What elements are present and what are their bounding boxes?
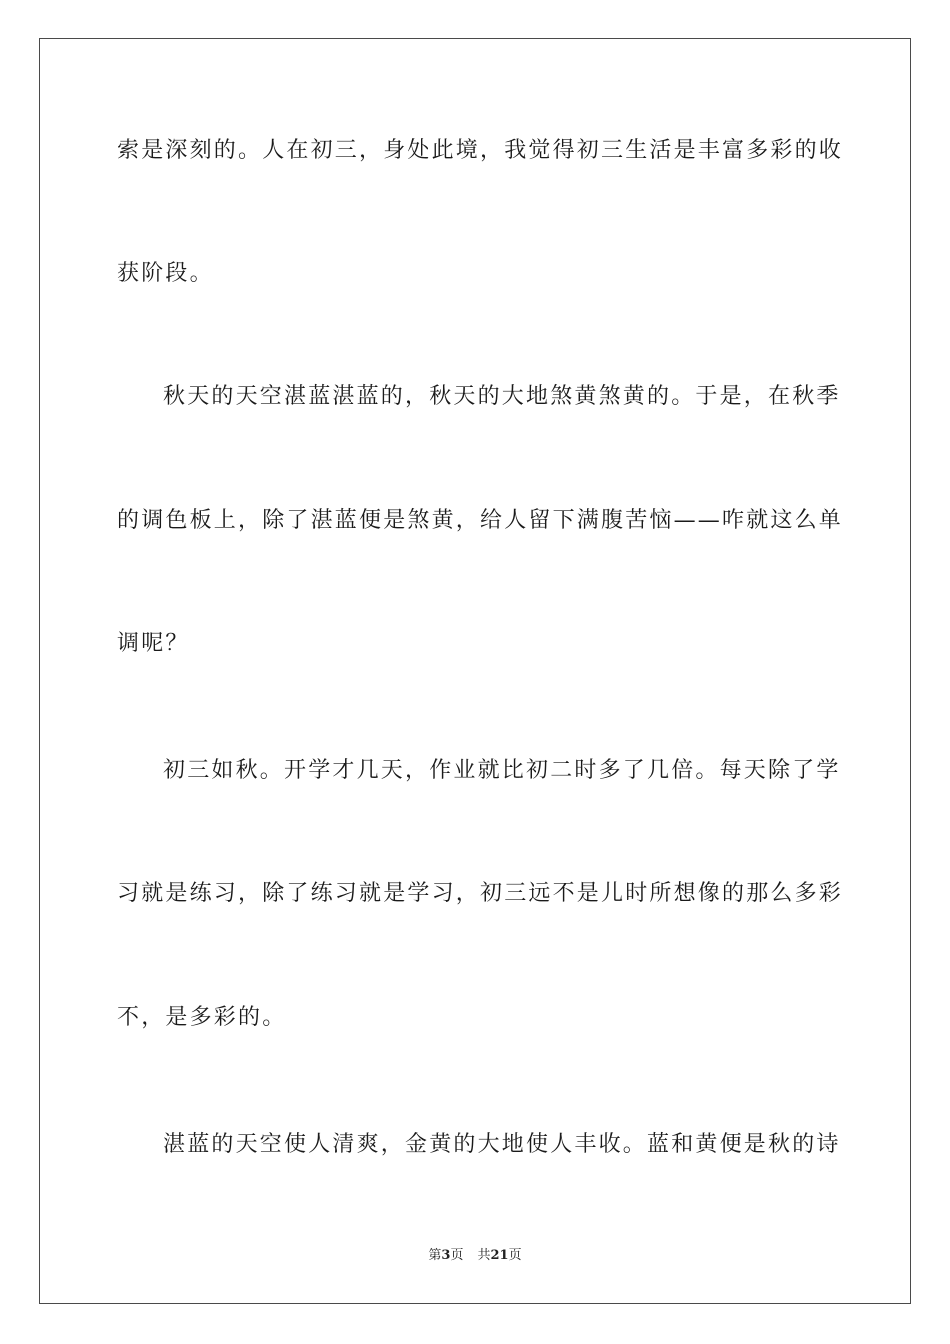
text-line-9: 湛蓝的天空使人清爽，金黄的大地使人丰收。蓝和黄便是秋的诗 (163, 1132, 841, 1157)
text-line-5: 调呢？ (117, 631, 190, 656)
page-footer (0, 1247, 950, 1265)
page-number: 3 (441, 1248, 451, 1263)
total-suffix: 页 (508, 1248, 522, 1263)
text-line-1: 索是深刻的。人在初三，身处此境，我觉得初三生活是丰富多彩的收 (117, 138, 844, 163)
text-line-8: 不，是多彩的。 (117, 1005, 287, 1030)
text-line-3: 秋天的天空湛蓝湛蓝的，秋天的大地煞黄煞黄的。于是，在秋季 (163, 384, 841, 409)
total-pages: 21 (490, 1248, 509, 1263)
text-line-6: 初三如秋。开学才几天，作业就比初二时多了几倍。每天除了学 (163, 758, 841, 783)
total-prefix: 共 (477, 1248, 491, 1263)
page-border (39, 38, 911, 1304)
page-suffix: 页 (450, 1248, 464, 1263)
text-line-2: 获阶段。 (117, 261, 214, 286)
page-prefix: 第 (428, 1248, 442, 1263)
text-line-7: 习就是练习，除了练习就是学习，初三远不是儿时所想像的那么多彩 (117, 881, 844, 906)
text-line-4: 的调色板上，除了湛蓝便是煞黄，给人留下满腹苦恼——咋就这么单 (117, 508, 844, 533)
